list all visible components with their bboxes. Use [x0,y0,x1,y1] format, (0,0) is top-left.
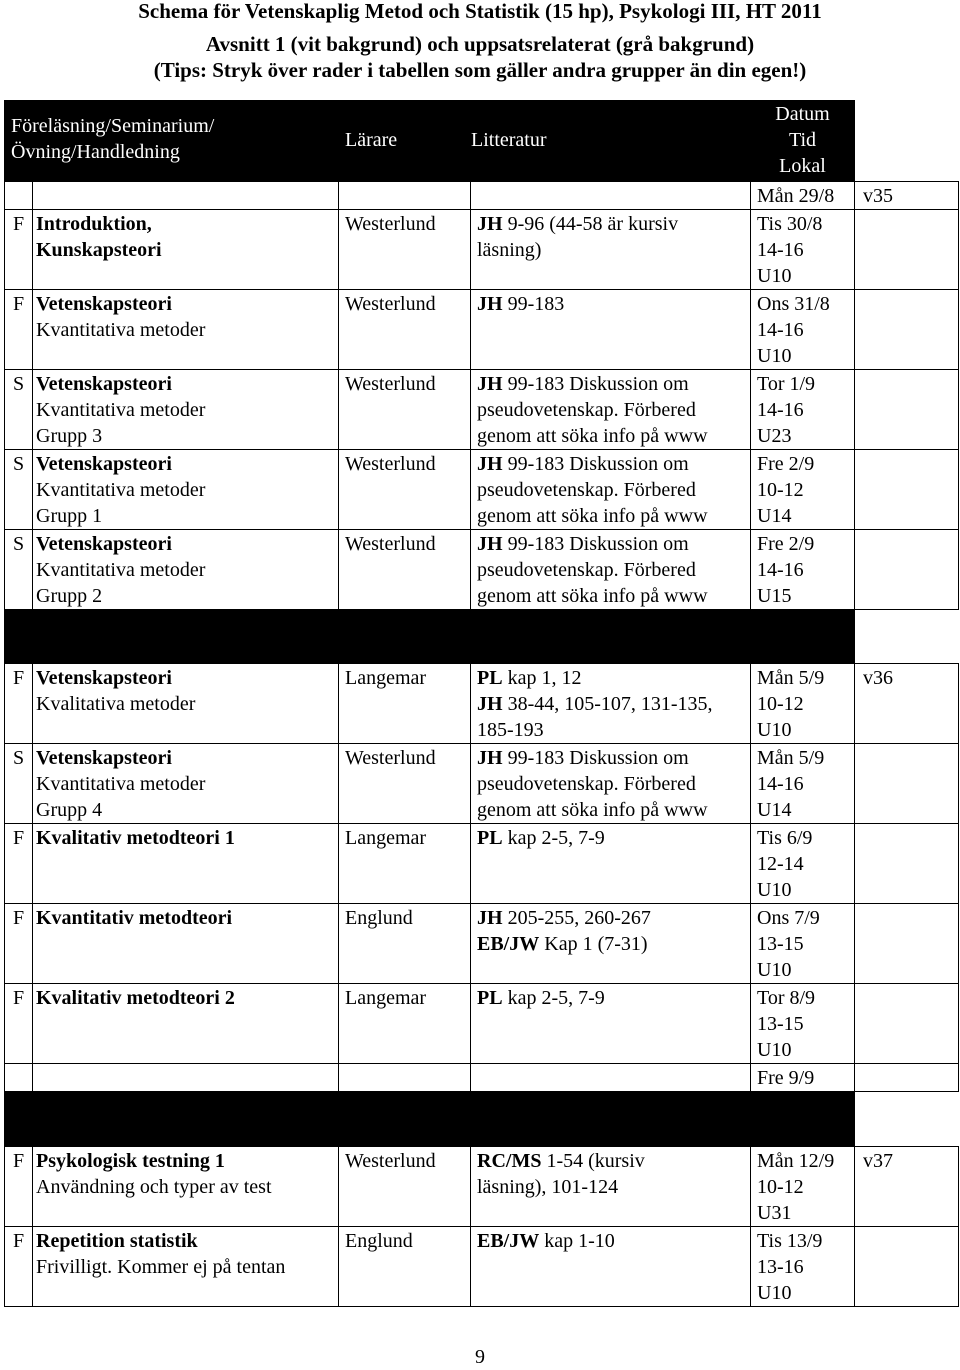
header-activity-line1: Föreläsning/Seminarium/ [11,115,215,137]
header-activity-line2: Övning/Handledning [11,141,180,163]
session-literature [471,182,751,210]
session-teacher: Langemar [339,664,471,744]
literature-part: JH [477,747,503,769]
literature-line [477,1174,746,1200]
session-teacher: Westerlund [339,744,471,824]
literature-part: PL [477,987,503,1009]
session-date [751,1147,855,1227]
session-teacher: Englund [339,1227,471,1307]
date-line: 14-16 [757,319,804,341]
activity-line: Kvalitativ metodteori 2 [36,987,235,1009]
date-line: U10 [757,879,792,901]
session-activity [33,290,339,370]
literature-part: kap 1, 12 [502,667,582,689]
literature-part: 99-183 Diskussion om [502,453,689,475]
literature-part: JH [477,693,503,715]
session-type: F [5,904,33,984]
session-literature [471,450,751,530]
activity-line: Grupp 3 [36,425,103,447]
literature-part: EB/JW [477,1230,540,1252]
session-row [5,210,959,290]
session-teacher: Westerlund [339,290,471,370]
literature-part: PL [477,667,503,689]
session-type: F [5,210,33,290]
date-line: U31 [757,1202,792,1224]
date-line: U14 [757,505,792,527]
session-row [5,904,959,984]
header-time-label: Tid [788,129,817,151]
session-type: F [5,1227,33,1307]
schedule-table [4,100,959,1307]
week-cell [855,1227,959,1307]
literature-line [477,371,746,397]
week-cell [855,904,959,984]
session-activity [33,904,339,984]
literature-part: pseudovetenskap. Förbered [477,773,696,795]
session-teacher [339,1064,471,1092]
activity-line: Kvantitativa metoder [36,559,206,581]
session-type: S [5,450,33,530]
session-literature [471,984,751,1064]
divider-row [5,1119,959,1147]
literature-part: JH [477,293,503,315]
week-cell [855,637,959,664]
document-title: Schema för Vetenskaplig Metod och Statistik (15 hp), Psykologi III, HT 2011 [138,0,822,23]
date-line: Tis 6/9 [757,827,813,849]
date-line: Tor 1/9 [757,373,816,395]
session-teacher [339,182,471,210]
literature-line [477,531,746,557]
week-cell [855,370,959,450]
session-literature [471,824,751,904]
session-type: F [5,984,33,1064]
activity-line: Kunskapsteori [36,239,162,261]
date-line: 10-12 [757,479,804,501]
session-teacher: Langemar [339,984,471,1064]
date-line: Mån 5/9 [757,667,825,689]
session-row [5,450,959,530]
header-row [5,101,959,182]
session-date [751,290,855,370]
header-date [751,101,855,182]
session-activity [33,1227,339,1307]
literature-part: läsning), 101-124 [477,1176,619,1198]
date-line: Tis 13/9 [757,1230,823,1252]
literature-line [477,397,746,423]
activity-line: Kvantitativa metoder [36,479,206,501]
divider-cell [5,1119,855,1147]
session-activity [33,1147,339,1227]
session-literature [471,664,751,744]
session-activity [33,370,339,450]
session-date [751,530,855,610]
literature-line [477,691,746,717]
literature-line [477,665,746,691]
activity-line: Grupp 4 [36,799,103,821]
literature-part: JH [477,213,503,235]
session-type: F [5,664,33,744]
date-line: 14-16 [757,559,804,581]
week-cell [855,1119,959,1147]
literature-part: RC/MS [477,1150,542,1172]
session-type: F [5,824,33,904]
date-line: Tis 30/8 [757,213,823,235]
date-line: Mån 5/9 [757,747,825,769]
week-cell: v35 [855,182,959,210]
session-teacher: Langemar [339,824,471,904]
session-activity [33,530,339,610]
activity-line: Vetenskapsteori [36,453,172,475]
date-line: 13-15 [757,933,804,955]
literature-part: kap 2-5, 7-9 [502,987,605,1009]
session-row [5,370,959,450]
literature-part: JH [477,907,503,929]
activity-line: Vetenskapsteori [36,373,172,395]
week-cell [855,744,959,824]
literature-line [477,931,746,957]
literature-part: kap 1-10 [539,1230,615,1252]
literature-part: PL [477,827,503,849]
activity-line: Introduktion, [36,213,152,235]
literature-line [477,717,746,743]
date-line: U10 [757,345,792,367]
divider-cell [5,637,855,664]
week-cell [855,530,959,610]
literature-line [477,771,746,797]
page-number: 9 [475,1346,485,1368]
date-line: Mån 12/9 [757,1150,835,1172]
activity-line: Vetenskapsteori [36,747,172,769]
session-activity [33,744,339,824]
header-room-label: Lokal [779,155,826,177]
activity-line: Användning och typer av test [36,1176,272,1198]
session-teacher: Westerlund [339,450,471,530]
session-teacher: Westerlund [339,1147,471,1227]
document-subtitle: Avsnitt 1 (vit bakgrund) och uppsatsrelaterat (grå bakgrund) [205,32,755,56]
session-type: S [5,744,33,824]
literature-part: Kap 1 (7-31) [539,933,648,955]
literature-part: pseudovetenskap. Förbered [477,479,696,501]
week-cell [855,1064,959,1092]
divider-cell [5,1092,855,1119]
session-row [5,984,959,1064]
literature-part: 185-193 [477,719,544,741]
session-type: F [5,290,33,370]
date-line: U23 [757,425,792,447]
date-line: 12-14 [757,853,804,875]
session-activity [33,182,339,210]
literature-part: 1-54 (kursiv [541,1150,645,1172]
date-line: 13-16 [757,1256,804,1278]
divider-row [5,1092,959,1119]
session-literature [471,904,751,984]
literature-line [477,237,746,263]
session-type [5,1064,33,1092]
literature-part: JH [477,373,503,395]
literature-line [477,477,746,503]
literature-part: 38-44, 105-107, 131-135, [502,693,713,715]
session-literature [471,1227,751,1307]
literature-line [477,985,746,1011]
session-date [751,664,855,744]
literature-part: pseudovetenskap. Förbered [477,399,696,421]
session-row [5,1147,959,1227]
date-line: Fre 2/9 [757,533,815,555]
literature-line [477,451,746,477]
session-date [751,1064,855,1092]
session-date [751,744,855,824]
session-teacher: Westerlund [339,530,471,610]
document-tip: (Tips: Stryk över rader i tabellen som gäller andra grupper än din egen!) [153,58,807,82]
session-row [5,1064,959,1092]
session-teacher: Westerlund [339,210,471,290]
week-cell [855,1092,959,1119]
date-line: U14 [757,799,792,821]
session-activity [33,984,339,1064]
literature-part: 205-255, 260-267 [502,907,651,929]
date-line: 14-16 [757,399,804,421]
date-line: Tor 8/9 [757,987,816,1009]
date-line: Fre 2/9 [757,453,815,475]
session-literature [471,210,751,290]
session-literature [471,530,751,610]
literature-part: 99-183 Diskussion om [502,533,689,555]
literature-part: 9-96 (44-58 är kursiv [502,213,679,235]
schedule-body [5,101,959,1307]
literature-part: 99-183 [502,293,565,315]
session-date [751,904,855,984]
literature-part: läsning) [477,239,542,261]
date-line: 10-12 [757,1176,804,1198]
activity-line: Psykologisk testning 1 [36,1150,225,1172]
activity-line: Vetenskapsteori [36,293,172,315]
week-cell [855,290,959,370]
session-row [5,824,959,904]
week-cell [855,984,959,1064]
session-activity [33,210,339,290]
header-teacher: Lärare [339,101,471,182]
date-line: 14-16 [757,239,804,261]
session-date [751,1227,855,1307]
session-activity [33,824,339,904]
literature-line [477,797,746,823]
activity-line: Kvantitativ metodteori [36,907,233,929]
session-type [5,182,33,210]
date-line: U15 [757,585,792,607]
literature-part: genom att söka info på www [477,799,708,821]
session-literature [471,370,751,450]
divider-row [5,610,959,637]
activity-line: Vetenskapsteori [36,533,172,555]
date-line: U10 [757,719,792,741]
literature-line [477,503,746,529]
literature-part: 99-183 Diskussion om [502,747,689,769]
header-date-label: Datum [775,103,830,125]
session-row [5,182,959,210]
date-line: U10 [757,265,792,287]
date-line: Fre 9/9 [757,1067,815,1089]
week-cell [855,210,959,290]
session-type: S [5,530,33,610]
session-date [751,182,855,210]
literature-part: EB/JW [477,933,540,955]
session-type: F [5,1147,33,1227]
activity-line: Kvalitativa metoder [36,693,196,715]
session-activity [33,1064,339,1092]
session-activity [33,664,339,744]
session-literature [471,1064,751,1092]
activity-line: Kvantitativa metoder [36,773,206,795]
literature-part: genom att söka info på www [477,425,708,447]
literature-line [477,211,746,237]
literature-line [477,291,746,317]
divider-row [5,637,959,664]
date-line: U10 [757,1039,792,1061]
activity-line: Kvantitativa metoder [36,319,206,341]
header-week [855,101,959,182]
date-line: 10-12 [757,693,804,715]
session-teacher: Englund [339,904,471,984]
literature-line [477,1228,746,1254]
literature-part: JH [477,533,503,555]
session-literature [471,290,751,370]
literature-part: pseudovetenskap. Förbered [477,559,696,581]
session-date [751,984,855,1064]
literature-part: kap 2-5, 7-9 [502,827,605,849]
week-cell [855,610,959,637]
session-date [751,824,855,904]
session-row [5,744,959,824]
activity-line: Grupp 2 [36,585,103,607]
activity-line: Grupp 1 [36,505,103,527]
literature-line [477,583,746,609]
week-cell [855,450,959,530]
header-literature: Litteratur [471,101,751,182]
literature-line [477,825,746,851]
literature-part: JH [477,453,503,475]
date-line: Mån 29/8 [757,185,835,207]
date-line: Ons 31/8 [757,293,830,315]
activity-line: Repetition statistik [36,1230,198,1252]
literature-part: genom att söka info på www [477,505,708,527]
literature-line [477,905,746,931]
session-teacher: Westerlund [339,370,471,450]
divider-cell [5,610,855,637]
week-cell: v36 [855,664,959,744]
date-line: U10 [757,959,792,981]
session-literature [471,744,751,824]
session-date [751,210,855,290]
session-literature [471,1147,751,1227]
session-activity [33,450,339,530]
week-cell [855,824,959,904]
activity-line: Kvalitativ metodteori 1 [36,827,235,849]
literature-line [477,557,746,583]
date-line: 14-16 [757,773,804,795]
literature-line [477,423,746,449]
header-activity [5,101,339,182]
activity-line: Vetenskapsteori [36,667,172,689]
session-row [5,530,959,610]
activity-line: Frivilligt. Kommer ej på tentan [36,1256,286,1278]
literature-line [477,745,746,771]
date-line: Ons 7/9 [757,907,820,929]
session-row [5,1227,959,1307]
week-cell: v37 [855,1147,959,1227]
session-type: S [5,370,33,450]
session-row [5,290,959,370]
date-line: U10 [757,1282,792,1304]
literature-line [477,1148,746,1174]
session-date [751,450,855,530]
session-row [5,664,959,744]
session-date [751,370,855,450]
activity-line: Kvantitativa metoder [36,399,206,421]
date-line: 13-15 [757,1013,804,1035]
literature-part: genom att söka info på www [477,585,708,607]
literature-part: 99-183 Diskussion om [502,373,689,395]
